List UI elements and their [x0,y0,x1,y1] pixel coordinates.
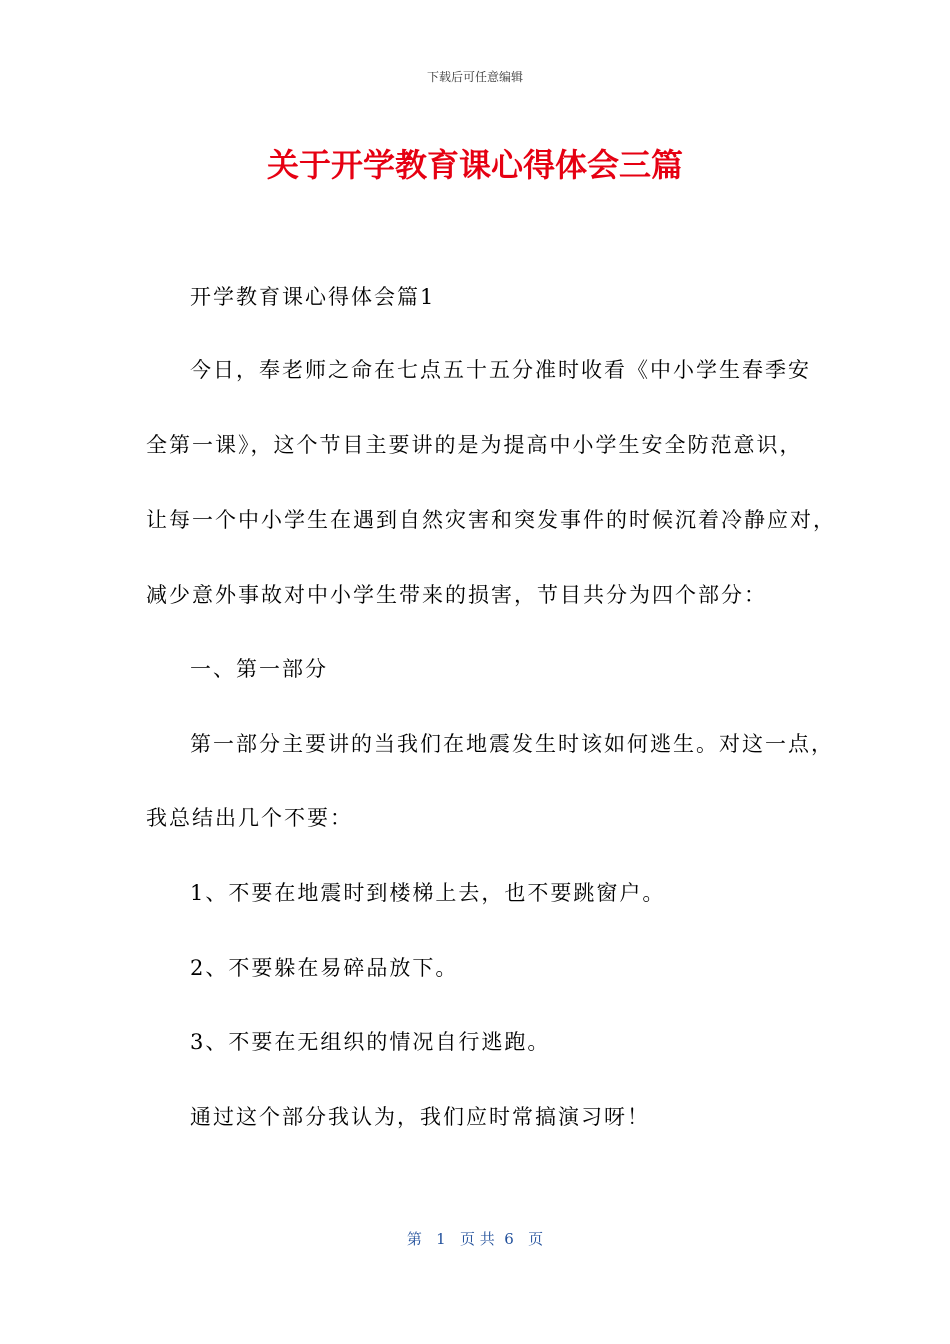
paragraph-line: 全第一课》，这个节目主要讲的是为提高中小学生安全防范意识， [146,433,803,457]
list-item: 1、不要在地震时到楼梯上去，也不要跳窗户。 [190,881,666,905]
subsection-heading: 一、第一部分 [190,657,328,681]
paragraph-line: 今日，奉老师之命在七点五十五分准时收看《中小学生春季安 [190,358,811,382]
paragraph-line: 我总结出几个不要： [146,806,353,830]
page-number-footer: 第 1 页 共 6 页 [406,1230,544,1248]
paragraph-line: 第一部分主要讲的当我们在地震发生时该如何逃生。对这一点， [190,732,834,756]
document-title: 关于开学教育课心得体会三篇 [266,146,683,184]
section-heading: 开学教育课心得体会篇1 [190,285,436,309]
paragraph-line: 让每一个中小学生在遇到自然灾害和突发事件的时候沉着冷静应对， [146,508,836,532]
list-item: 2、不要躲在易碎品放下。 [190,956,459,980]
paragraph-line: 通过这个部分我认为，我们应时常搞演习呀！ [190,1105,650,1129]
list-item: 3、不要在无组织的情况自行逃跑。 [190,1030,551,1054]
paragraph-line: 减少意外事故对中小学生带来的损害，节目共分为四个部分： [146,583,767,607]
header-note: 下载后可任意编辑 [426,70,523,84]
